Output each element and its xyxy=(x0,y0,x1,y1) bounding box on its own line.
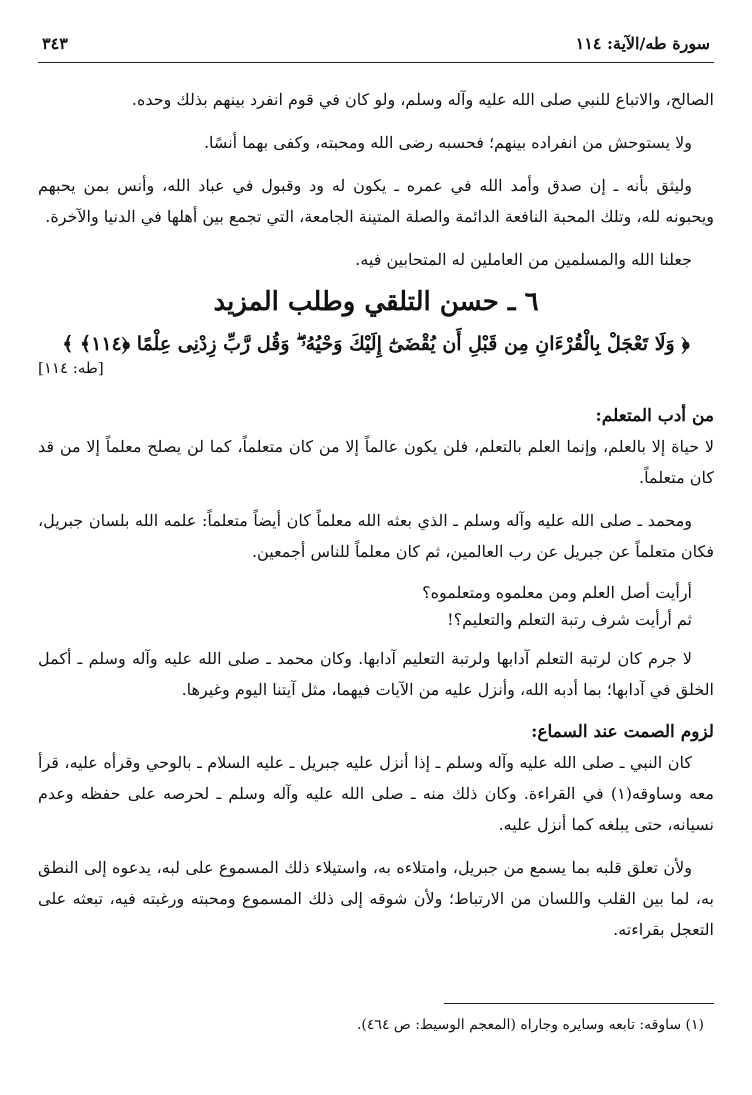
question-block xyxy=(38,579,692,633)
verse-reference-text: [طه: ١١٤] xyxy=(38,359,104,377)
section-title: ٦ ـ حسن التلقي وطلب المزيد xyxy=(213,287,539,317)
paragraph: الصالح، والاتباع للنبي صلى الله عليه وآله وسلم، ولو كان في قوم انفرد بينهم بذلك وحده. xyxy=(131,90,714,109)
page-header xyxy=(38,28,714,63)
book-page xyxy=(38,0,714,1095)
page-body xyxy=(38,84,714,957)
quran-verse: ﴿ وَلَا تَعْجَلْ بِالْقُرْءَانِ مِن قَبْلِ أَن يُقْضَىٰٓ إِلَيْكَ وَحْيُهُۥ ۖ وَقُل رَّبِّ زِدْنِى عِلْمًا ﴿١١٤﴾ ﴾ xyxy=(62,333,690,355)
section-heading: لزوم الصمت عند السماع: xyxy=(531,722,714,742)
verse-reference xyxy=(38,359,714,377)
question-line: ثم أرأيت شرف رتبة التعلم والتعليم؟! xyxy=(447,610,692,629)
paragraph: لا جرم كان لرتبة التعلم آدابها ولرتبة التعليم آدابها. وكان محمد ـ صلى الله عليه وآله وسلم ـ أكمل الخلق في آدابها؛ بما أدبه الله، وأنزل عليه من الآيات فيهما، مثل آيتنا اليوم وغيرها. xyxy=(38,649,714,699)
section-heading: من أدب المتعلم: xyxy=(595,406,714,426)
paragraph: ولا يستوحش من انفراده بينهم؛ فحسبه رضى الله ومحبته، وكفى بهما أنسًا. xyxy=(203,133,692,152)
paragraph: ولأن تعلق قلبه بما يسمع من جبريل، وامتلاءه به، واستيلاء ذلك المسموع على لبه، يدعوه إلى النطق به، لما بين القلب واللسان من الارتباط؛ ولأن شوقه إلى ذلك المسموع ومحبته ورغبته فيه، تبعثه على التعجل بقراءته. xyxy=(38,858,714,939)
paragraph: وليثق بأنه ـ إن صدق وأمد الله في عمره ـ يكون له ود وقبول في عباد الله، وأنس بمن يحبهم ويحبونه لله، وتلك المحبة النافعة الدائمة والصلة المتينة الجامعة، التي تجمع بين أهلها في الدنيا والآخرة. xyxy=(38,176,714,226)
page-number: ٣٤٣ xyxy=(42,34,68,53)
chapter-reference: سورة طه/الآية: ١١٤ xyxy=(575,34,710,53)
question-line: أرأيت أصل العلم ومن معلموه ومتعلموه؟ xyxy=(422,583,692,602)
paragraph: جعلنا الله والمسلمين من العاملين له المتحابين فيه. xyxy=(355,250,692,269)
paragraph: كان النبي ـ صلى الله عليه وآله وسلم ـ إذا أنزل عليه جبريل ـ عليه السلام ـ بالوحي وقرأه عليه، قرأ معه وساوقه(١) في القراءة. وكان ذلك منه ـ صلى الله عليه وآله وسلم ـ لحرصه على حفظه وعدم نسيانه، حتى يبلغه كما أنزل عليه. xyxy=(38,753,715,834)
footnote: (١) ساوقه: تابعه وسايره وجاراه (المعجم الوسيط: ص ٤٦٤). xyxy=(356,1017,704,1033)
footnote-separator xyxy=(444,1003,714,1004)
paragraph: ومحمد ـ صلى الله عليه وآله وسلم ـ الذي بعثه الله معلماً كان أيضاً متعلماً: علمه الله بلسان جبريل، فكان متعلماً عن جبريل عن رب العالمين، ثم كان معلماً للناس أجمعين. xyxy=(38,511,714,561)
paragraph: لا حياة إلا بالعلم، وإنما العلم بالتعلم، فلن يكون عالماً إلا من كان متعلماً، كما لن يصلح معلماً إلا من قد كان متعلماً. xyxy=(38,437,714,487)
